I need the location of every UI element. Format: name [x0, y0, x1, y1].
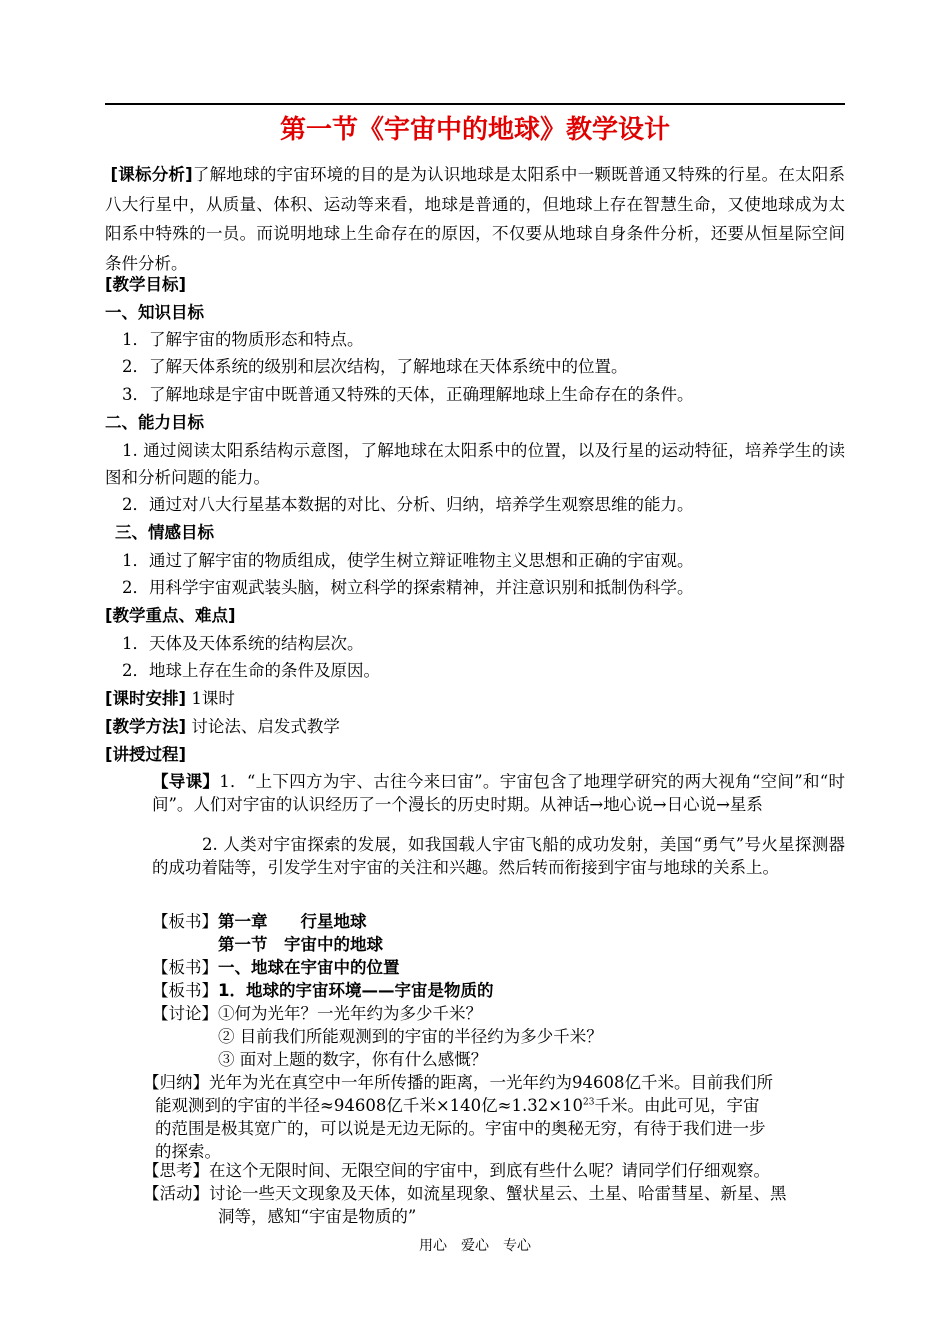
- knowledge-goals-heading: 一、知识目标: [105, 303, 204, 322]
- intro-label: 【导课】: [152, 772, 220, 791]
- summary-row: [143, 1071, 773, 1094]
- knowledge-goal-item: 2．了解天体系统的级别和层次结构，了解地球在天体系统中的位置。: [122, 357, 628, 376]
- board-3: [152, 979, 493, 1002]
- emotion-goals-heading: 三、情感目标: [115, 523, 214, 542]
- ability-goal-item: 2．通过对八大行星基本数据的对比、分析、归纳，培养学生观察思维的能力。: [122, 495, 694, 514]
- curriculum-analysis-text: 了解地球的宇宙环境的目的是为认识地球是太阳系中一颗既普通又特殊的行星。在太阳系八大行星中，从质量、体积、运动等来看，地球是普通的，但地球上存在智慧生命，又使地球成为太阳系中特殊的一员。而说明地球上生命存在的原因，不仅要从地球自身条件分析，还要从恒星际空间条件分析。: [105, 165, 846, 273]
- activity-label: 【活动】: [143, 1184, 209, 1203]
- board-label: 【板书】: [152, 981, 218, 1000]
- activity-line: 讨论一些天文现象及天体，如流星现象、蟹状星云、土星、哈雷彗星、新星、黑: [209, 1184, 787, 1203]
- intro-para-2: 2. 人类对宇宙探索的发展，如我国载人宇宙飞船的成功发射，美国“勇气”号火星探测器的成功着陆等，引发学生对宇宙的关注和兴趣。然后转而衔接到宇宙与地球的关系上。: [152, 835, 845, 877]
- schedule-row: [105, 686, 235, 712]
- intro-text: 1．“上下四方为宇、古往今来曰宙”。宇宙包含了地理学研究的两大视角“空间”和“时间”。人们对宇宙的认识经历了一个漫长的历史时期。从神话→地心说→日心说→星系: [152, 772, 845, 814]
- intro-para: [152, 770, 845, 816]
- schedule-label: [课时安排]: [105, 689, 187, 708]
- think-text: 在这个无限时间、无限空间的宇宙中，到底有些什么呢？请同学们仔细观察。: [209, 1161, 770, 1180]
- summary-line: 的范围是极其宽广的，可以说是无边无际的。宇宙中的奥秘无穷，有待于我们进一步: [155, 1119, 766, 1138]
- discuss-label: 【讨论】: [152, 1004, 218, 1023]
- method-row: [105, 714, 340, 740]
- activity-line: 洞等，感知“宇宙是物质的”: [218, 1207, 417, 1226]
- think-label: 【思考】: [143, 1161, 209, 1180]
- activity-row: [143, 1182, 787, 1205]
- emotion-goal-item: 2．用科学宇宙观武装头脑，树立科学的探索精神，并注意识别和抵制伪科学。: [122, 578, 694, 597]
- discuss-item: ③ 面对上题的数字，你有什么感慨？: [218, 1050, 488, 1069]
- summary-text: 能观测到的宇宙的半径≈94608亿千米×140亿≈1.32×10: [155, 1096, 584, 1115]
- knowledge-goal-item: 1．了解宇宙的物质形态和特点。: [122, 330, 364, 349]
- board-section: 第一节 宇宙中的地球: [218, 935, 383, 954]
- method-label: [教学方法]: [105, 717, 187, 736]
- board-2-text: 一、地球在宇宙中的位置: [218, 958, 400, 977]
- summary-line: 光年为光在真空中一年所传播的距离，一光年约为94608亿千米。目前我们所: [209, 1073, 773, 1092]
- page-footer: 用心 爱心 专心: [419, 1238, 531, 1254]
- board-2: [152, 956, 400, 979]
- process-heading: [讲授过程]: [105, 745, 187, 764]
- knowledge-goal-item: 3．了解地球是宇宙中既普通又特殊的天体，正确理解地球上生命存在的条件。: [122, 385, 694, 404]
- discuss-item: ①何为光年？一光年约为多少千米？: [218, 1004, 482, 1023]
- discuss-row: [152, 1002, 482, 1025]
- key-point-item: 1．天体及天体系统的结构层次。: [122, 634, 364, 653]
- curriculum-analysis-label: [课标分析]: [110, 165, 193, 184]
- board-3-text: 1．地球的宇宙环境——宇宙是物质的: [218, 981, 494, 1000]
- key-points-heading: [教学重点、难点]: [105, 606, 236, 625]
- page-title: 第一节《宇宙中的地球》教学设计: [279, 115, 670, 145]
- method-value: 讨论法、启发式教学: [186, 717, 340, 736]
- summary-line: [155, 1094, 759, 1117]
- ability-goals-heading: 二、能力目标: [105, 413, 204, 432]
- curriculum-analysis: [105, 160, 845, 278]
- schedule-value: 1课时: [186, 689, 235, 708]
- ability-goal-item: 1. 通过阅读太阳系结构示意图，了解地球在太阳系中的位置，以及行星的运动特征，培养学生的读图和分析问题的能力。: [105, 441, 845, 487]
- board-chapter: 第一章 行星地球: [218, 912, 367, 931]
- board-1: [152, 910, 367, 933]
- summary-line: 的探索。: [155, 1142, 221, 1161]
- emotion-goal-item: 1．通过了解宇宙的物质组成，使学生树立辩证唯物主义思想和正确的宇宙观。: [122, 551, 694, 570]
- key-point-item: 2．地球上存在生命的条件及原因。: [122, 661, 380, 680]
- summary-label: 【归纳】: [143, 1073, 209, 1092]
- summary-exponent: 23: [583, 1097, 595, 1108]
- goals-heading: [教学目标]: [105, 275, 187, 294]
- board-label: 【板书】: [152, 912, 218, 931]
- discuss-item: ② 目前我们所能观测到的宇宙的半径约为多少千米？: [218, 1027, 603, 1046]
- summary-text: 千米。由此可见，宇宙: [594, 1096, 760, 1115]
- board-label: 【板书】: [152, 958, 218, 977]
- think-row: [143, 1159, 770, 1182]
- header-rule: [105, 103, 845, 105]
